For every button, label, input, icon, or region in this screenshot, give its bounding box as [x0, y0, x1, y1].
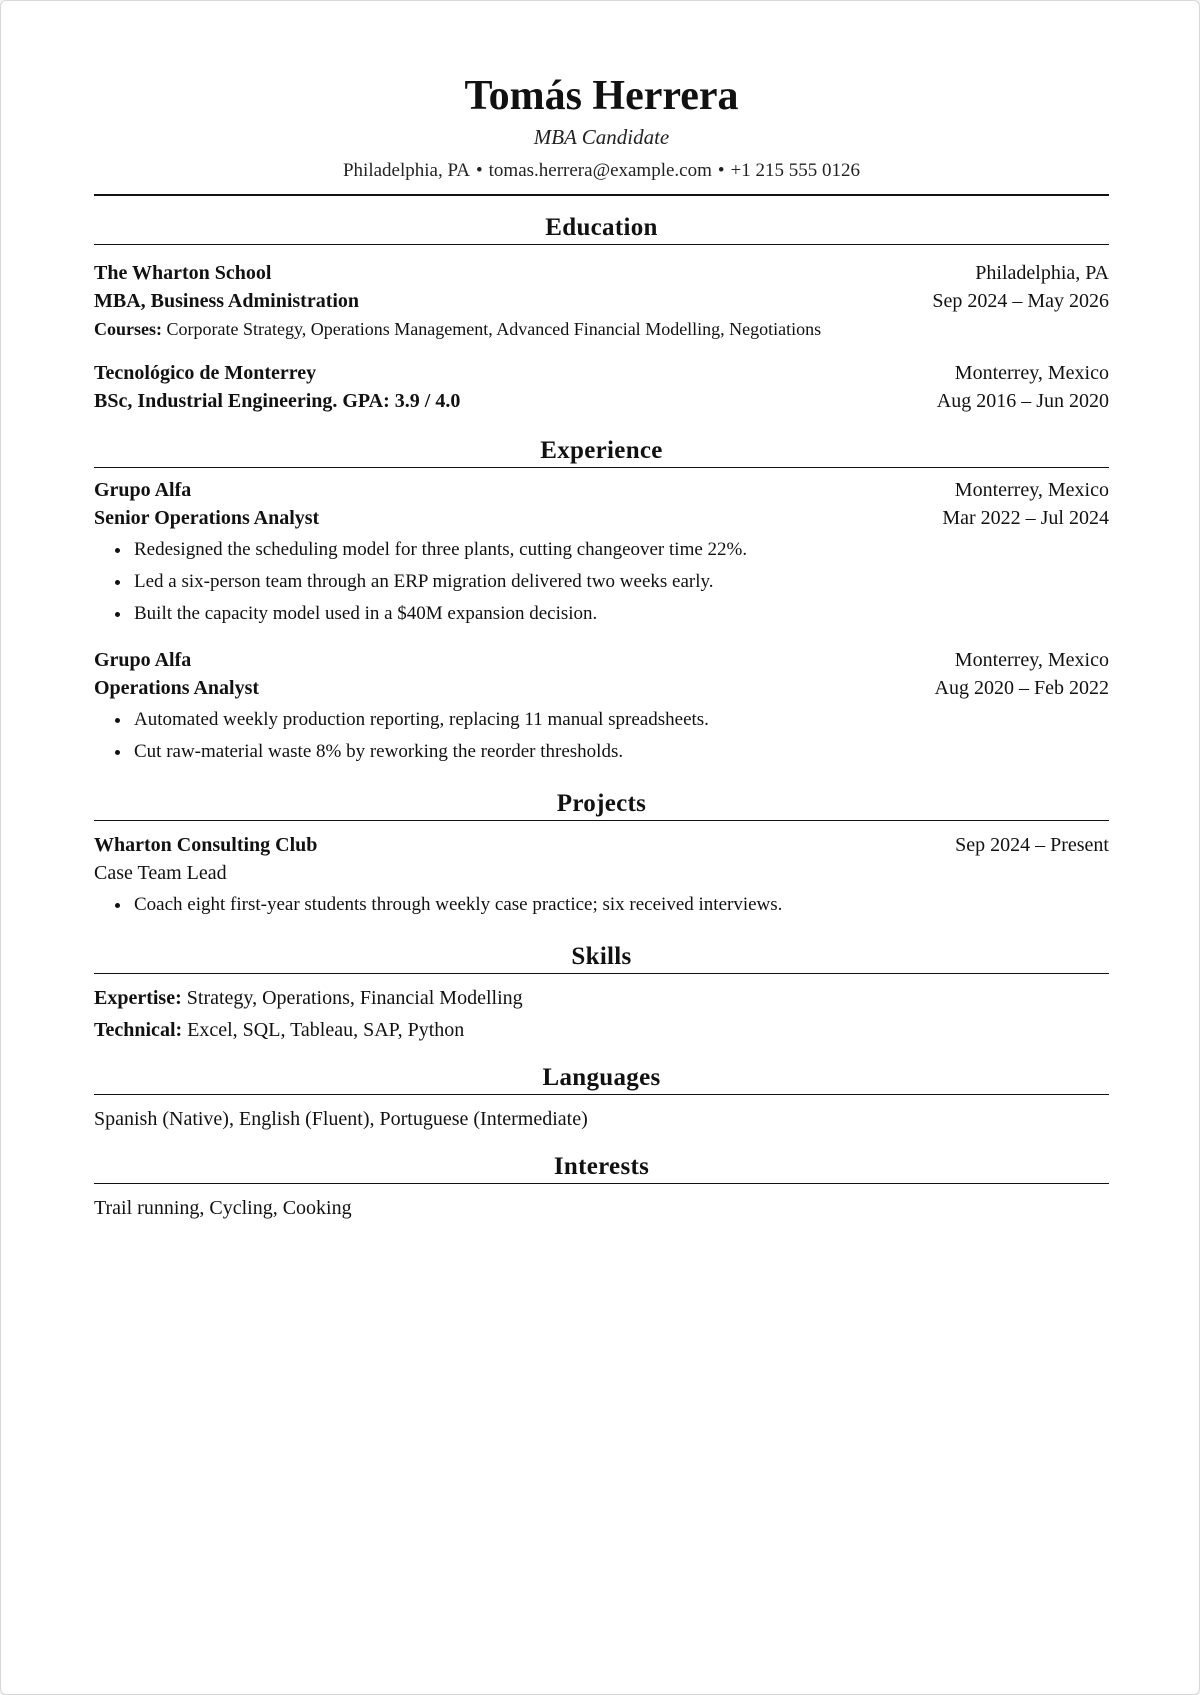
- experience-section: [94, 419, 1109, 768]
- experience-entry: [94, 476, 1109, 630]
- section-heading-projects: Projects: [556, 790, 647, 818]
- section-heading-interests: Interests: [553, 1153, 650, 1181]
- section-divider: [94, 467, 1109, 468]
- skills-technical: [94, 1014, 1109, 1046]
- school-location: Philadelphia, PA: [975, 262, 1109, 285]
- section-divider: [94, 820, 1109, 821]
- expertise-label: Expertise:: [94, 987, 182, 1010]
- project-name: Wharton Consulting Club: [94, 834, 318, 857]
- resume-content: [94, 71, 1109, 1224]
- project-bullet-list: [94, 889, 1109, 921]
- company-name: Grupo Alfa: [94, 649, 192, 672]
- skills-expertise: [94, 982, 1109, 1014]
- achievement-item: • Automated weekly production reporting, replacing 11 manual spreadsheets.: [132, 704, 1109, 736]
- candidate-name: Tomás Herrera: [464, 73, 739, 119]
- courses-label: Courses:: [94, 319, 162, 340]
- expertise-list: Strategy, Operations, Financial Modelling: [186, 987, 523, 1010]
- project-dates: Sep 2024 – Present: [955, 834, 1109, 857]
- company-name: Grupo Alfa: [94, 479, 192, 502]
- projects-section: [94, 772, 1109, 921]
- skills-section: [94, 925, 1109, 1046]
- section-divider: [94, 1183, 1109, 1184]
- degree: MBA, Business Administration: [94, 290, 360, 313]
- contact-phone: +1 215 555 0126: [730, 160, 861, 182]
- experience-entry: [94, 646, 1109, 768]
- school-location: Monterrey, Mexico: [954, 362, 1109, 385]
- languages-section: [94, 1046, 1109, 1135]
- courses-line: [94, 315, 1109, 343]
- achievement-item: • Redesigned the scheduling model for three plants, cutting changeover time 22%.: [132, 534, 1109, 566]
- contact-email[interactable]: tomas.herrera@example.com: [488, 160, 712, 182]
- job-dates: Aug 2020 – Feb 2022: [934, 677, 1109, 700]
- project-bullet: • Coach eight first-year students through weekly case practice; six received interviews.: [132, 889, 1109, 921]
- project-entry: [94, 831, 1109, 921]
- courses-list: Corporate Strategy, Operations Management, Advanced Financial Modelling, Negotiations: [166, 319, 822, 340]
- degree: BSc, Industrial Engineering. GPA: 3.9 / 4.0: [94, 390, 461, 413]
- project-role: Case Team Lead: [94, 862, 227, 885]
- achievement-list: [94, 534, 1109, 630]
- job-role: Operations Analyst: [94, 677, 260, 700]
- contact-separator: •: [717, 160, 725, 182]
- achievement-item: • Built the capacity model used in a $40M expansion decision.: [132, 598, 1109, 630]
- contact-separator: •: [476, 160, 483, 182]
- contact-location: Philadelphia, PA: [342, 160, 470, 182]
- interests-section: [94, 1135, 1109, 1224]
- languages-list: Spanish (Native), English (Fluent), Portuguese (Intermediate): [94, 1108, 588, 1131]
- section-divider: [94, 1094, 1109, 1095]
- company-location: Monterrey, Mexico: [954, 649, 1109, 672]
- school-name: Tecnológico de Monterrey: [94, 362, 317, 385]
- achievement-item: • Cut raw-material waste 8% by reworking the reorder thresholds.: [132, 736, 1109, 768]
- section-heading-skills: Skills: [571, 943, 632, 971]
- candidate-title: MBA Candidate: [533, 125, 670, 150]
- achievement-item: • Led a six-person team through an ERP migration delivered two weeks early.: [132, 566, 1109, 598]
- school-name: The Wharton School: [94, 262, 272, 285]
- education-entry: [94, 259, 1109, 343]
- section-heading-languages: Languages: [542, 1064, 661, 1092]
- technical-label: Technical:: [94, 1019, 183, 1042]
- section-divider: [94, 244, 1109, 245]
- contact-line: [94, 160, 1109, 182]
- company-location: Monterrey, Mexico: [954, 479, 1109, 502]
- section-divider: [94, 973, 1109, 974]
- education-dates: Aug 2016 – Jun 2020: [936, 390, 1109, 413]
- job-dates: Mar 2022 – Jul 2024: [942, 507, 1109, 530]
- interests-list: Trail running, Cycling, Cooking: [94, 1197, 352, 1220]
- job-role: Senior Operations Analyst: [94, 507, 320, 530]
- education-section: [94, 196, 1109, 415]
- technical-list: Excel, SQL, Tableau, SAP, Python: [187, 1019, 465, 1042]
- education-entry: [94, 359, 1109, 415]
- education-dates: Sep 2024 – May 2026: [932, 290, 1109, 313]
- section-heading-experience: Experience: [540, 437, 663, 465]
- section-heading-education: Education: [545, 214, 658, 242]
- achievement-list: [94, 704, 1109, 768]
